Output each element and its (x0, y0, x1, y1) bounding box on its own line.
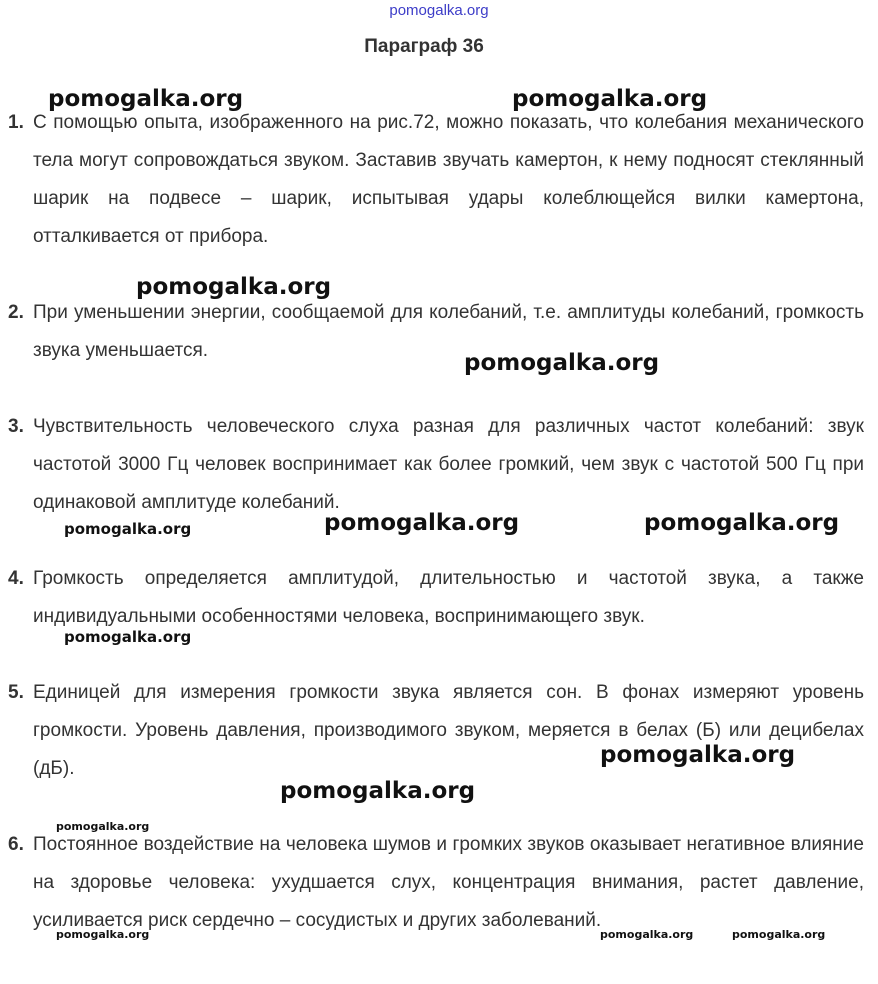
list-item (8, 560, 864, 636)
item-number: 6. (8, 834, 24, 855)
watermark: pomogalka.org (64, 628, 192, 646)
watermark: pomogalka.org (600, 928, 694, 941)
item-number: 1. (8, 112, 24, 133)
watermark: pomogalka.org (48, 86, 244, 112)
list-item (8, 826, 864, 940)
watermark: pomogalka.org (324, 510, 520, 536)
list-item (8, 104, 864, 256)
watermark: pomogalka.org (56, 928, 150, 941)
item-text: Постоянное воздействие на человека шумов и громких звуков оказывает негативное влияние на здоровье человека: ухудшается слух, концентрация внимания, растет давление, усиливается риск сердечно – сосудистых и других заболеваний. (33, 834, 864, 931)
item-number: 5. (8, 682, 24, 703)
watermark: pomogalka.org (464, 350, 660, 376)
item-number: 3. (8, 416, 24, 437)
watermark: pomogalka.org (644, 510, 840, 536)
item-text: Чувствительность человеческого слуха разная для различных частот колебаний: звук частотой 3000 Гц человек воспринимает как более громкий, чем звук с частотой 500 Гц при одинаковой амплитуде колебаний. (33, 416, 864, 513)
watermark: pomogalka.org (136, 274, 332, 300)
item-number: 2. (8, 302, 24, 323)
list-item (8, 408, 864, 522)
page-title: Параграф 36 (364, 36, 484, 57)
list-item (8, 674, 864, 788)
watermark: pomogalka.org (64, 520, 192, 538)
list-item (8, 294, 864, 370)
watermark: pomogalka.org (56, 820, 150, 833)
watermark: pomogalka.org (732, 928, 826, 941)
site-link[interactable]: pomogalka.org (389, 2, 489, 19)
item-text: Громкость определяется амплитудой, длительностью и частотой звука, а также индивидуальными особенностями человека, воспринимающего звук. (33, 568, 864, 627)
watermark: pomogalka.org (600, 742, 796, 768)
item-text: При уменьшении энергии, сообщаемой для колебаний, т.е. амплитуды колебаний, громкость звука уменьшается. (33, 302, 864, 361)
watermark: pomogalka.org (280, 778, 476, 804)
item-text: С помощью опыта, изображенного на рис.72, можно показать, что колебания механического тела могут сопровождаться звуком. Заставив звучать камертон, к нему подносят стеклянный шарик на подвесе – шарик, испытывая удары колеблющейся вилки камертона, отталкивается от прибора. (33, 112, 864, 247)
item-number: 4. (8, 568, 24, 589)
item-text: Единицей для измерения громкости звука является сон. В фонах измеряют уровень громкости. Уровень давления, производимого звуком, меряется в белах (Б) или децибелах (дБ). (33, 682, 864, 779)
watermark: pomogalka.org (512, 86, 708, 112)
